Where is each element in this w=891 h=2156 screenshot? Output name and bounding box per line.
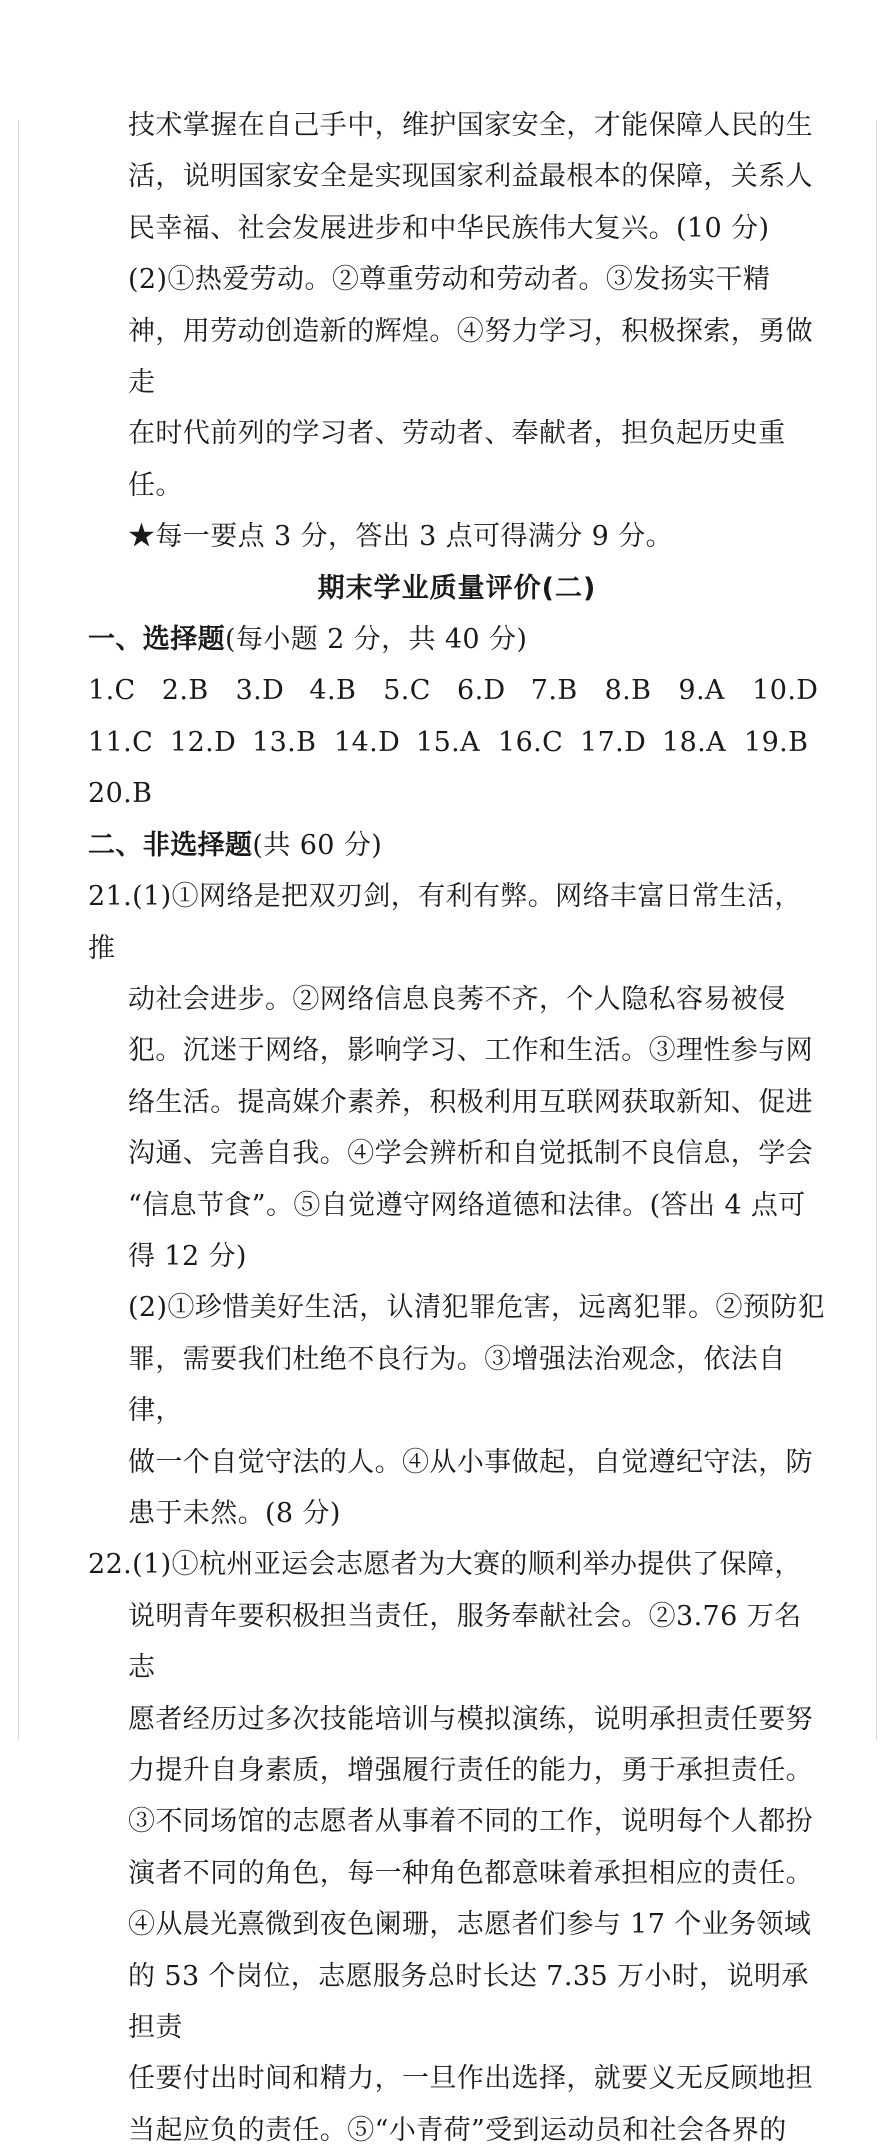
continued-line-1: 技术掌握在自己手中，维护国家安全，才能保障人民的生 (128, 110, 813, 141)
q22-line-3: 愿者经历过多次技能培训与模拟演练，说明承担责任要努 (128, 1703, 813, 1735)
continued-line-3: 民幸福、社会发展进步和中华民族伟大复兴。(10 分) (128, 212, 770, 244)
answer-item: 8.B (604, 675, 652, 707)
answer-item: 3.D (235, 675, 285, 707)
answer-item: 18.A (662, 726, 727, 758)
answer-item: 14.D (334, 726, 401, 758)
answer-item: 6.D (456, 675, 506, 707)
left-margin-line (18, 120, 19, 1740)
answer-item: 10.D (752, 675, 819, 707)
q22-line-2: 说明青年要积极担当责任，服务奉献社会。②3.76 万名志 (128, 1600, 802, 1684)
q22-line-9: 任要付出时间和精力，一旦作出选择，就要义无反顾地担 (128, 2063, 813, 2095)
q21-part2-line-4: 患于未然。(8 分) (128, 1497, 341, 1529)
answer-item: 15.A (416, 726, 481, 758)
section1-heading-text: 一、选择题 (88, 624, 225, 656)
section1-heading (88, 614, 826, 665)
q21-line-1: 21.(1)①网络是把双刃剑，有利有弊。网络丰富日常生活，推 (88, 881, 802, 964)
answer-item: 20.B (88, 778, 153, 810)
q22-line-4: 力提升自身素质，增强履行责任的能力，勇于承担责任。 (128, 1755, 813, 1786)
continued-line-2: 活，说明国家安全是实现国家利益最根本的保障，关系人 (128, 161, 813, 193)
q22-line-10: 当起应负的责任。⑤“小青荷”受到运动员和社会各界的 (128, 2114, 787, 2146)
right-margin-line (876, 120, 877, 1740)
scoring-note: ★每一要点 3 分，答出 3 点可得满分 9 分。 (128, 521, 674, 553)
q21-line-6: “信息节食”。⑤自觉遵守网络道德和法律。(答出 4 点可 (128, 1189, 806, 1221)
answer-item: 7.B (530, 675, 578, 707)
answer-item: 9.A (678, 675, 725, 707)
answer-item: 19.B (744, 726, 809, 758)
section1-detail: (每小题 2 分，共 40 分) (225, 624, 528, 656)
answer-row-2 (88, 717, 826, 768)
answer-item: 5.C (383, 675, 431, 707)
continued-part2-line-3: 在时代前列的学习者、劳动者、奉献者，担负起历史重任。 (128, 418, 786, 501)
q21-part2-line-2: 罪，需要我们杜绝不良行为。③增强法治观念，依法自律， (128, 1343, 786, 1427)
section2-heading (88, 820, 826, 871)
q21-line-7: 得 12 分) (128, 1240, 247, 1272)
answer-item: 2.B (161, 675, 209, 707)
answer-item: 4.B (309, 675, 357, 707)
answer-item: 13.B (252, 726, 317, 758)
q22-line-5: ③不同场馆的志愿者从事着不同的工作，说明每个人都扮 (128, 1806, 813, 1838)
q21-line-4: 络生活。提高媒介素养，积极利用互联网获取新知、促进 (128, 1086, 813, 1118)
answer-item: 11.C (88, 726, 154, 758)
q21-line-5: 沟通、完善自我。④学会辨析和自觉抵制不良信息，学会 (128, 1138, 813, 1170)
q21-line-3: 犯。沉迷于网络，影响学习、工作和生活。③理性参与网 (128, 1035, 813, 1067)
answer-item: 16.C (498, 726, 564, 758)
answer-item: 17.D (580, 726, 647, 758)
answer-row-1 (88, 665, 826, 716)
q22-line-8: 的 53 个岗位，志愿服务总时长达 7.35 万小时，说明承担责 (128, 1960, 809, 2044)
q21-part2-line-1: (2)①珍惜美好生活，认清犯罪危害，远离犯罪。②预防犯 (128, 1292, 826, 1324)
continued-part2-line-1: (2)①热爱劳动。②尊重劳动和劳动者。③发扬实干精 (128, 264, 771, 296)
q22-line-1: 22.(1)①杭州亚运会志愿者为大赛的顺利举办提供了保障， (88, 1549, 802, 1581)
q21-line-2: 动社会进步。②网络信息良莠不齐，个人隐私容易被侵 (128, 983, 786, 1015)
q21-part2-line-3: 做一个自觉守法的人。④从小事做起，自觉遵纪守法，防 (128, 1446, 813, 1478)
continued-part2-line-2: 神，用劳动创造新的辉煌。④努力学习，积极探索，勇做走 (128, 315, 813, 399)
q22-line-7: ④从晨光熹微到夜色阑珊，志愿者们参与 17 个业务领域 (128, 1909, 812, 1941)
answer-content (88, 100, 826, 2156)
page-title: 期末学业质量评价(二) (317, 572, 597, 604)
q22-line-6: 演者不同的角色，每一种角色都意味着承担相应的责任。 (128, 1857, 813, 1889)
answer-item: 1.C (88, 675, 136, 707)
answer-row-3 (88, 768, 826, 819)
answer-item: 12.D (170, 726, 237, 758)
section2-detail: (共 60 分) (252, 829, 383, 861)
section2-heading-text: 二、非选择题 (88, 829, 253, 861)
